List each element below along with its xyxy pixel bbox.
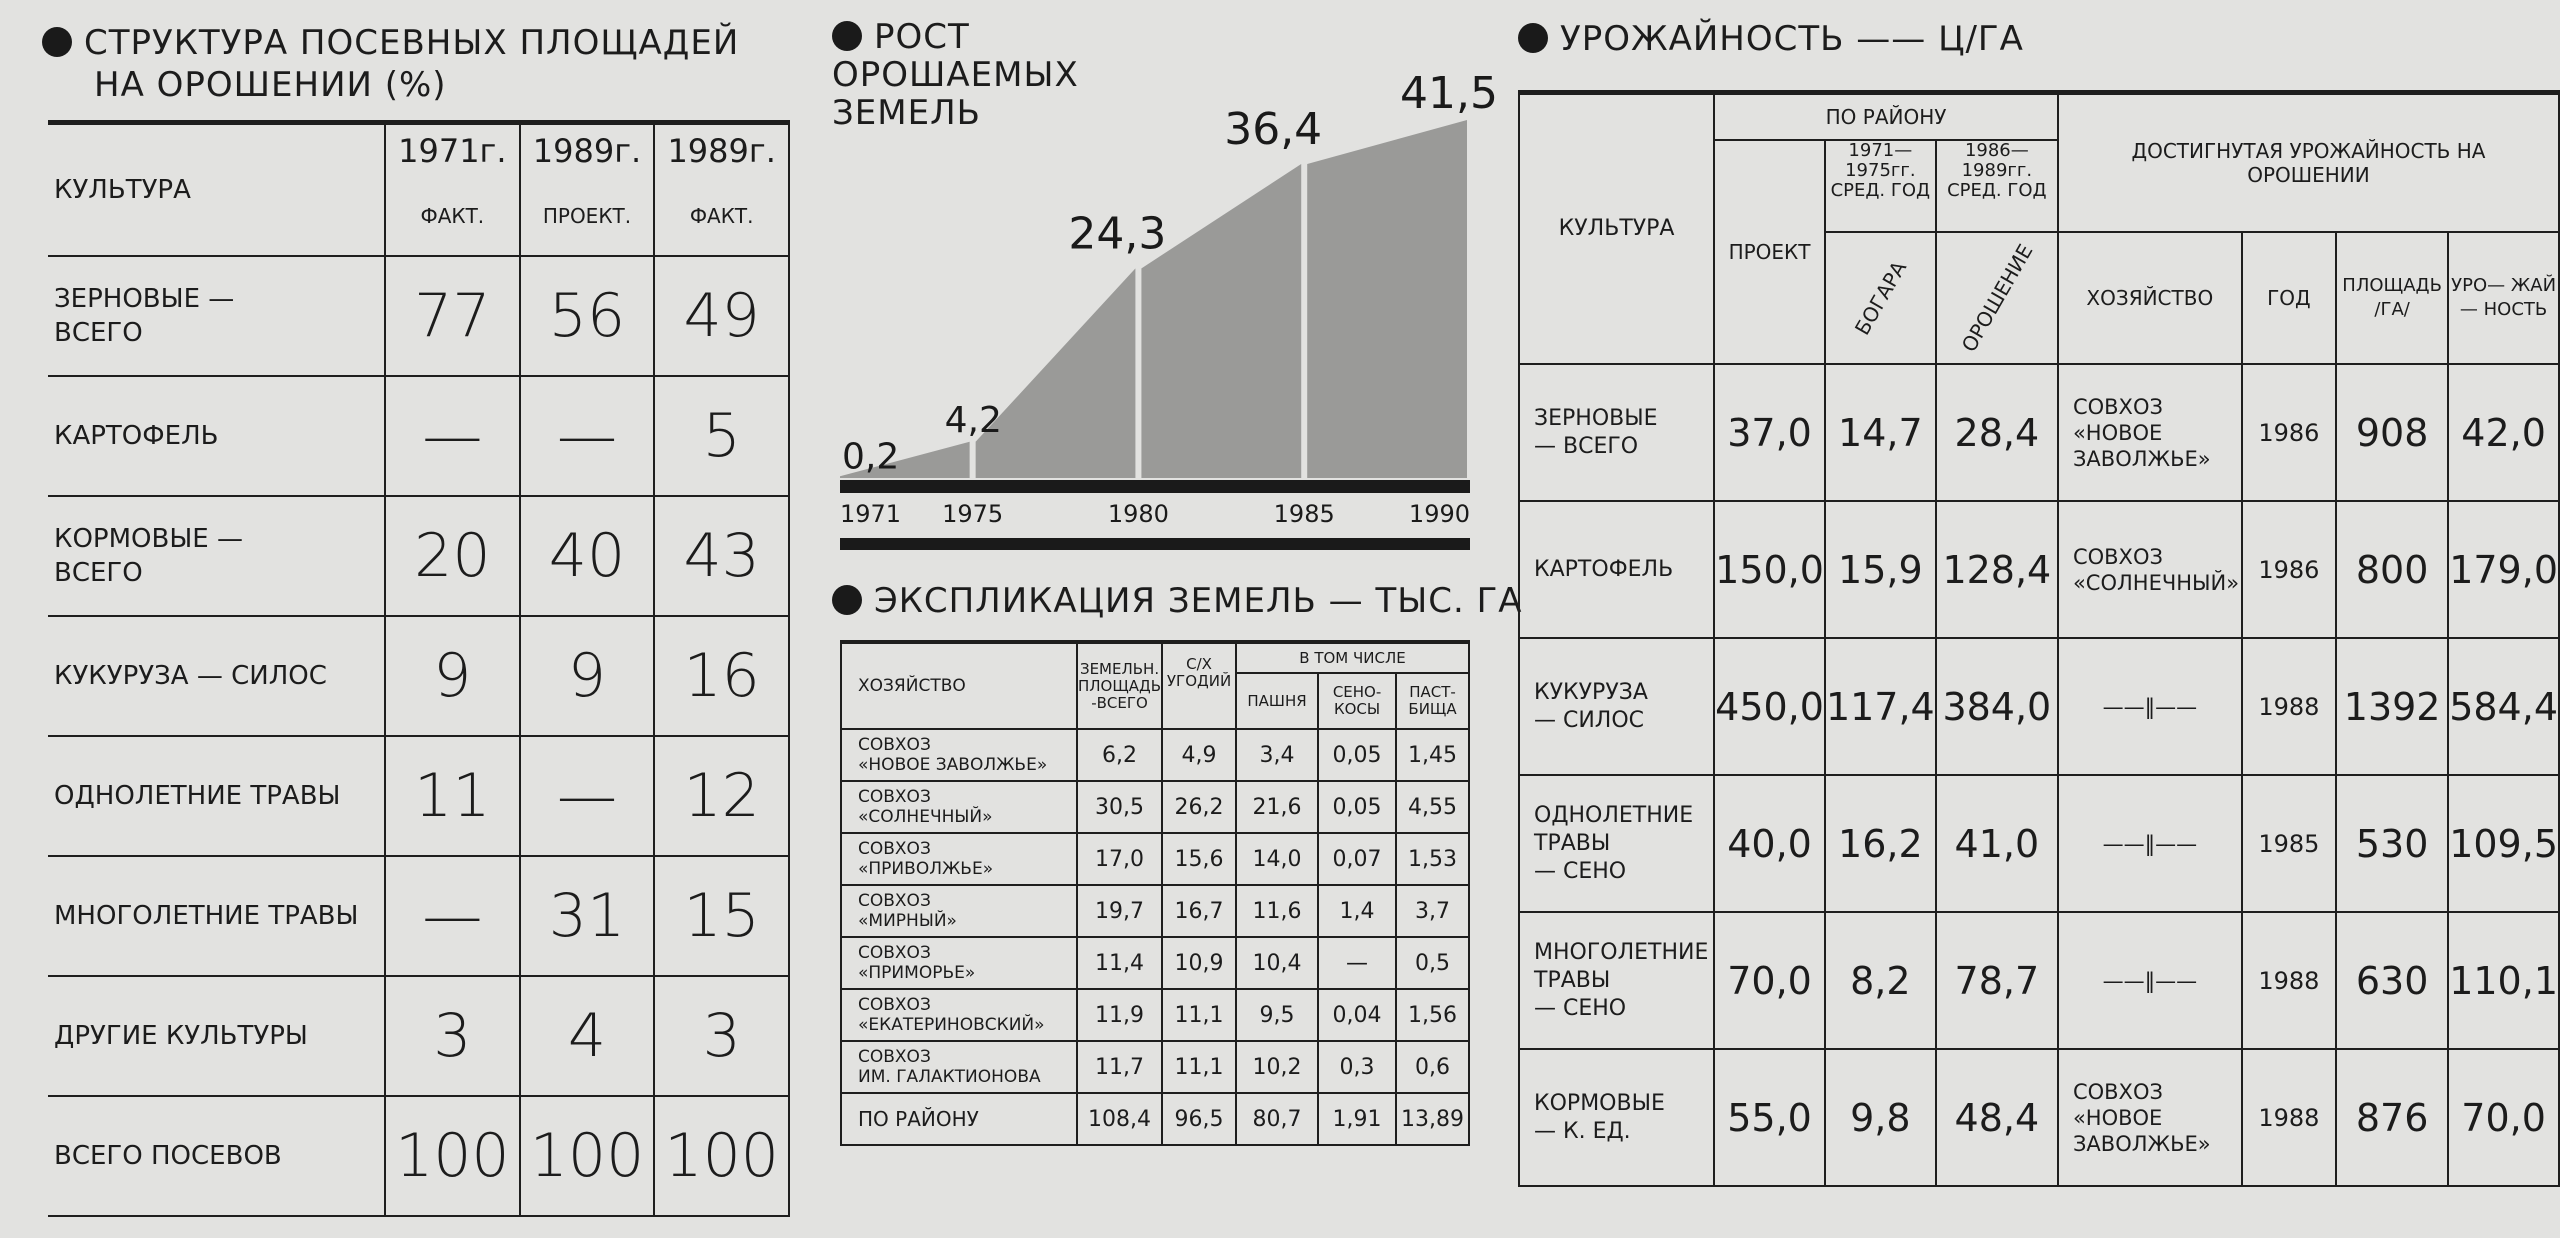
col-irrigation: ОРОШЕНИЕ <box>1936 232 2058 364</box>
bogara-value: 15,9 <box>1825 501 1936 638</box>
farm-cell: СОВХОЗ «ЕКАТЕРИНОВСКИЙ» <box>841 989 1077 1041</box>
value-cell: 0,5 <box>1396 937 1469 989</box>
data-label: 24,3 <box>1068 208 1167 260</box>
growth-title-line3: ЗЕМЕЛЬ <box>832 93 981 133</box>
value-cell: 31 <box>520 856 655 976</box>
value-cell: 96,5 <box>1162 1093 1236 1145</box>
value-cell: 4,55 <box>1396 781 1469 833</box>
table-row <box>48 976 789 1096</box>
year-1989-fact: 1989г. <box>654 123 789 178</box>
table-row <box>1519 501 2559 638</box>
table-row <box>1519 775 2559 912</box>
value-cell: 1,56 <box>1396 989 1469 1041</box>
bogara-value: 9,8 <box>1825 1049 1936 1186</box>
value-cell: 49 <box>654 256 789 376</box>
project-value: 37,0 <box>1714 364 1825 501</box>
bullet-icon <box>832 21 862 51</box>
irrigation-value: 48,4 <box>1936 1049 2058 1186</box>
value-cell: 11,1 <box>1162 1041 1236 1093</box>
project-value: 70,0 <box>1714 912 1825 1049</box>
x-tick-label: 1971 <box>840 500 902 528</box>
value-cell: 1,91 <box>1318 1093 1396 1145</box>
project-value: 150,0 <box>1714 501 1825 638</box>
table-row <box>48 856 789 976</box>
culture-name: ВСЕГО ПОСЕВОВ <box>48 1096 385 1216</box>
bullet-icon <box>42 27 72 57</box>
value-cell: 11,4 <box>1077 937 1162 989</box>
x-tick-label: 1985 <box>1273 500 1335 528</box>
table-row <box>1519 912 2559 1049</box>
value-cell: 10,9 <box>1162 937 1236 989</box>
culture-name: МНОГОЛЕТНИЕ ТРАВЫ <box>48 856 385 976</box>
culture-name: ЗЕРНОВЫЕ — ВСЕГО <box>48 256 385 376</box>
table-row <box>1519 1049 2559 1186</box>
table-row <box>48 616 789 736</box>
area-value: 1392 <box>2336 638 2448 775</box>
value-cell: 80,7 <box>1236 1093 1318 1145</box>
col-pasture: ПАСТ- БИЩА <box>1396 673 1469 729</box>
growth-chart <box>840 60 1498 560</box>
value-cell: 11 <box>385 736 520 856</box>
farm-cell: ПО РАЙОНУ <box>841 1093 1077 1145</box>
yield-value: 179,0 <box>2448 501 2559 638</box>
table-row <box>48 496 789 616</box>
col-period-2: 1986— 1989гг. СРЕД. ГОД <box>1936 140 2058 232</box>
irrigation-value: 128,4 <box>1936 501 2058 638</box>
value-cell: 4,9 <box>1162 729 1236 781</box>
x-tick-label: 1980 <box>1107 500 1169 528</box>
col-bogara: БОГАРА <box>1825 232 1936 364</box>
year-value: 1988 <box>2242 912 2336 1049</box>
value-cell: 0,05 <box>1318 781 1396 833</box>
culture-name: КУКУРУЗА — СИЛОС <box>48 616 385 736</box>
value-cell: 26,2 <box>1162 781 1236 833</box>
structure-title-line2: НА ОРОШЕНИИ (%) <box>94 65 447 105</box>
year-1989-project: 1989г. <box>520 123 655 178</box>
value-cell: — <box>385 376 520 496</box>
project-value: 55,0 <box>1714 1049 1825 1186</box>
sub-fact-1971: ФАКТ. <box>385 177 520 256</box>
structure-table <box>48 120 790 1217</box>
area-value: 530 <box>2336 775 2448 912</box>
structure-title <box>42 22 739 106</box>
value-cell: 30,5 <box>1077 781 1162 833</box>
value-cell: 11,9 <box>1077 989 1162 1041</box>
col-land: ЗЕМЕЛЬН. ПЛОЩАДЬ -ВСЕГО <box>1077 642 1162 729</box>
value-cell: — <box>1318 937 1396 989</box>
col-culture: КУЛЬТУРА <box>1519 93 1714 365</box>
data-label: 36,4 <box>1224 103 1323 155</box>
value-cell: — <box>385 856 520 976</box>
bullet-icon <box>1518 23 1548 53</box>
table-row <box>1519 364 2559 501</box>
value-cell: 9 <box>385 616 520 736</box>
year-value: 1986 <box>2242 501 2336 638</box>
sub-fact-1989: ФАКТ. <box>654 177 789 256</box>
data-label: 41,5 <box>1400 68 1498 119</box>
culture-name: ДРУГИЕ КУЛЬТУРЫ <box>48 976 385 1096</box>
col-year: ГОД <box>2242 232 2336 364</box>
yield-value: 110,1 <box>2448 912 2559 1049</box>
col-farm: ХОЗЯЙСТВО <box>2058 232 2242 364</box>
table-row <box>841 833 1469 885</box>
area-value: 630 <box>2336 912 2448 1049</box>
value-cell: 3 <box>385 976 520 1096</box>
col-including: В ТОМ ЧИСЛЕ <box>1236 642 1469 673</box>
value-cell: 9,5 <box>1236 989 1318 1041</box>
value-cell: 11,7 <box>1077 1041 1162 1093</box>
value-cell: 100 <box>385 1096 520 1216</box>
axis-bar <box>840 480 1470 493</box>
yield-title <box>1518 18 2024 60</box>
table-row-total <box>841 1093 1469 1145</box>
yield-value: 70,0 <box>2448 1049 2559 1186</box>
bullet-icon <box>832 585 862 615</box>
area-value: 908 <box>2336 364 2448 501</box>
col-area: ПЛОЩАДЬ /ГА/ <box>2336 232 2448 364</box>
data-label: 0,2 <box>842 436 900 478</box>
col-achieved: ДОСТИГНУТАЯ УРОЖАЙНОСТЬ НА ОРОШЕНИИ <box>2058 93 2559 233</box>
table-row <box>48 1096 789 1216</box>
ditto-mark: ——‖—— <box>2058 775 2242 912</box>
bogara-value: 8,2 <box>1825 912 1936 1049</box>
farm-cell: СОВХОЗ «СОЛНЕЧНЫЙ» <box>841 781 1077 833</box>
value-cell: 13,89 <box>1396 1093 1469 1145</box>
explication-title-text: ЭКСПЛИКАЦИЯ ЗЕМЕЛЬ — ТЫС. ГА <box>874 581 1523 621</box>
explication-title <box>832 580 1523 622</box>
value-cell: 17,0 <box>1077 833 1162 885</box>
value-cell: 3,7 <box>1396 885 1469 937</box>
value-cell: 9 <box>520 616 655 736</box>
value-cell: 4 <box>520 976 655 1096</box>
x-tick-label: 1975 <box>942 500 1004 528</box>
value-cell: 15,6 <box>1162 833 1236 885</box>
value-cell: 108,4 <box>1077 1093 1162 1145</box>
farm-cell: СОВХОЗ ИМ. ГАЛАКТИОНОВА <box>841 1041 1077 1093</box>
bogara-value: 16,2 <box>1825 775 1936 912</box>
value-cell: 0,3 <box>1318 1041 1396 1093</box>
col-hay: СЕНО- КОСЫ <box>1318 673 1396 729</box>
table-row <box>841 1041 1469 1093</box>
culture-name: КАРТОФЕЛЬ <box>48 376 385 496</box>
value-cell: 0,07 <box>1318 833 1396 885</box>
value-cell: 20 <box>385 496 520 616</box>
farm-cell: СОВХОЗ «ПРИВОЛЖЬЕ» <box>841 833 1077 885</box>
value-cell: — <box>520 736 655 856</box>
culture-name: ЗЕРНОВЫЕ — ВСЕГО <box>1519 364 1714 501</box>
yield-value: 584,4 <box>2448 638 2559 775</box>
year-value: 1988 <box>2242 638 2336 775</box>
value-cell: 3,4 <box>1236 729 1318 781</box>
table-row <box>1519 638 2559 775</box>
value-cell: 15 <box>654 856 789 976</box>
culture-name: КУКУРУЗА — СИЛОС <box>1519 638 1714 775</box>
table-row <box>841 885 1469 937</box>
farm-cell: СОВХОЗ «МИРНЫЙ» <box>841 885 1077 937</box>
value-cell: 3 <box>654 976 789 1096</box>
ditto-mark: ——‖—— <box>2058 638 2242 775</box>
project-value: 40,0 <box>1714 775 1825 912</box>
table-row <box>48 256 789 376</box>
value-cell: 0,6 <box>1396 1041 1469 1093</box>
value-cell: 14,0 <box>1236 833 1318 885</box>
value-cell: 11,1 <box>1162 989 1236 1041</box>
growth-title-line2: ОРОШАЕМЫХ <box>832 55 1079 95</box>
culture-name: МНОГОЛЕТНИЕ ТРАВЫ — СЕНО <box>1519 912 1714 1049</box>
value-cell: 1,53 <box>1396 833 1469 885</box>
value-cell: 6,2 <box>1077 729 1162 781</box>
col-culture: КУЛЬТУРА <box>48 123 385 257</box>
farm-cell: СОВХОЗ «НОВОЕ ЗАВОЛЖЬЕ» <box>841 729 1077 781</box>
area-segment <box>1307 120 1467 478</box>
value-cell: — <box>520 376 655 496</box>
year-value: 1986 <box>2242 364 2336 501</box>
bogara-value: 14,7 <box>1825 364 1936 501</box>
year-value: 1988 <box>2242 1049 2336 1186</box>
value-cell: 77 <box>385 256 520 376</box>
col-period-1: 1971— 1975гг. СРЕД. ГОД <box>1825 140 1936 232</box>
culture-name: ОДНОЛЕТНИЕ ТРАВЫ <box>48 736 385 856</box>
yield-value: 42,0 <box>2448 364 2559 501</box>
yield-value: 109,5 <box>2448 775 2559 912</box>
axis-bar-bottom <box>840 538 1470 550</box>
farm-cell: СОВХОЗ «СОЛНЕЧНЫЙ» <box>2058 501 2242 638</box>
farm-cell: СОВХОЗ «ПРИМОРЬЕ» <box>841 937 1077 989</box>
table-row <box>841 781 1469 833</box>
irrigation-value: 384,0 <box>1936 638 2058 775</box>
table-row <box>48 376 789 496</box>
col-agri: С/Х УГОДИЙ <box>1162 642 1236 729</box>
culture-name: КАРТОФЕЛЬ <box>1519 501 1714 638</box>
explication-table <box>840 640 1470 1146</box>
value-cell: 10,4 <box>1236 937 1318 989</box>
x-tick-label: 1990 <box>1408 500 1470 528</box>
growth-title-line1: РОСТ <box>874 17 970 57</box>
table-row <box>48 736 789 856</box>
value-cell: 10,2 <box>1236 1041 1318 1093</box>
col-farm: ХОЗЯЙСТВО <box>841 642 1077 729</box>
project-value: 450,0 <box>1714 638 1825 775</box>
value-cell: 0,05 <box>1318 729 1396 781</box>
value-cell: 56 <box>520 256 655 376</box>
data-label: 4,2 <box>944 399 1002 441</box>
value-cell: 16 <box>654 616 789 736</box>
col-district: ПО РАЙОНУ <box>1714 93 2058 141</box>
table-row <box>841 729 1469 781</box>
year-value: 1985 <box>2242 775 2336 912</box>
irrigation-value: 41,0 <box>1936 775 2058 912</box>
yield-title-text: УРОЖАЙНОСТЬ —— Ц/ГА <box>1560 19 2024 59</box>
area-value: 876 <box>2336 1049 2448 1186</box>
table-row <box>841 989 1469 1041</box>
culture-name: КОРМОВЫЕ — ВСЕГО <box>48 496 385 616</box>
area-value: 800 <box>2336 501 2448 638</box>
value-cell: 16,7 <box>1162 885 1236 937</box>
year-1971: 1971г. <box>385 123 520 178</box>
value-cell: 1,4 <box>1318 885 1396 937</box>
sub-project: ПРОЕКТ. <box>520 177 655 256</box>
value-cell: 5 <box>654 376 789 496</box>
table-row <box>841 937 1469 989</box>
value-cell: 43 <box>654 496 789 616</box>
value-cell: 1,45 <box>1396 729 1469 781</box>
value-cell: 21,6 <box>1236 781 1318 833</box>
value-cell: 0,04 <box>1318 989 1396 1041</box>
yield-table <box>1518 90 2560 1187</box>
value-cell: 12 <box>654 736 789 856</box>
bogara-value: 117,4 <box>1825 638 1936 775</box>
irrigation-value: 28,4 <box>1936 364 2058 501</box>
irrigation-value: 78,7 <box>1936 912 2058 1049</box>
culture-name: КОРМОВЫЕ — К. ЕД. <box>1519 1049 1714 1186</box>
farm-cell: СОВХОЗ «НОВОЕ ЗАВОЛЖЬЕ» <box>2058 364 2242 501</box>
col-project: ПРОЕКТ <box>1714 140 1825 364</box>
value-cell: 100 <box>520 1096 655 1216</box>
area-segment <box>976 268 1136 478</box>
col-yield: УРО— ЖАЙ— НОСТЬ <box>2448 232 2559 364</box>
value-cell: 40 <box>520 496 655 616</box>
farm-cell: СОВХОЗ «НОВОЕ ЗАВОЛЖЬЕ» <box>2058 1049 2242 1186</box>
value-cell: 100 <box>654 1096 789 1216</box>
value-cell: 11,6 <box>1236 885 1318 937</box>
ditto-mark: ——‖—— <box>2058 912 2242 1049</box>
culture-name: ОДНОЛЕТНИЕ ТРАВЫ — СЕНО <box>1519 775 1714 912</box>
value-cell: 19,7 <box>1077 885 1162 937</box>
structure-title-line1: СТРУКТУРА ПОСЕВНЫХ ПЛОЩАДЕЙ <box>84 23 740 63</box>
col-arable: ПАШНЯ <box>1236 673 1318 729</box>
